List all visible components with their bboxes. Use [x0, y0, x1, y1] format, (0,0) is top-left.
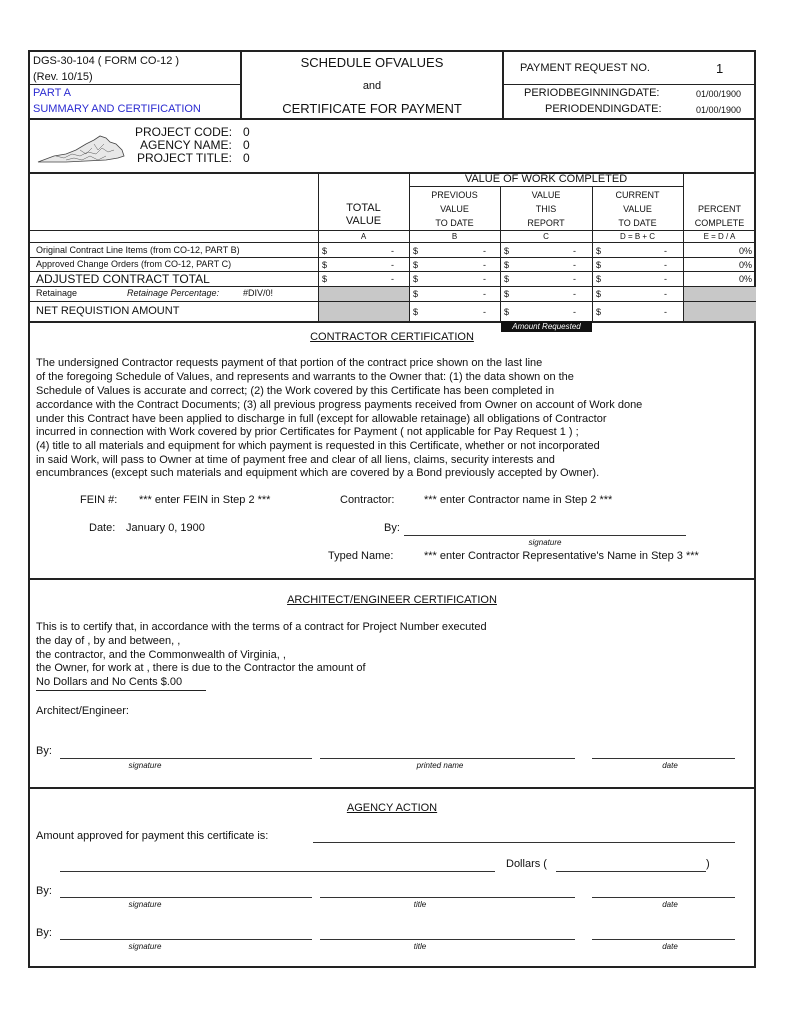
header-row-rule — [28, 230, 756, 231]
cell-value: - — [483, 260, 486, 270]
agency-signature-caption: signature — [128, 900, 162, 909]
cell-currency: $ — [413, 260, 419, 270]
form-number: DGS-30-104 ( FORM CO-12 ) — [33, 55, 180, 67]
agency-signature-line-2[interactable] — [60, 939, 312, 940]
cell-value: - — [573, 260, 576, 270]
retainage-percentage-label: Retainage Percentage: — [127, 288, 220, 298]
row-net-requisition-label: NET REQUISTION AMOUNT — [36, 305, 180, 317]
agency-signature-line-1[interactable] — [60, 897, 312, 898]
cell-currency: $ — [596, 246, 602, 256]
cell-currency: $ — [596, 289, 602, 299]
architect-signature-caption: signature — [128, 761, 162, 770]
current-header-1: CURRENT — [615, 190, 660, 200]
fein-value[interactable]: *** enter FEIN in Step 2 *** — [139, 494, 271, 506]
agency-title-caption: title — [413, 900, 427, 909]
this-header-2: THIS — [535, 204, 557, 214]
current-header-3: TO DATE — [618, 218, 657, 228]
agency-title-line-1[interactable] — [320, 897, 575, 898]
contractor-paragraph-line: in said Work, will pass to Owner at time of payment free and clear of all liens, claims, security interests and — [36, 454, 555, 466]
amount-due-underline — [36, 690, 206, 691]
part-label: PART A — [33, 87, 71, 99]
cell-currency: $ — [413, 274, 419, 284]
agency-by-label-2: By: — [36, 927, 52, 939]
code-row-rule — [28, 242, 756, 243]
net-pct-shade — [684, 302, 756, 321]
contractor-certification-heading: CONTRACTOR CERTIFICATION — [310, 331, 474, 343]
net-total-shade — [319, 302, 409, 321]
dollars-label: Dollars ( — [506, 858, 547, 870]
header-bottom-rule — [28, 118, 756, 120]
agency-title-caption: title — [413, 942, 427, 951]
cell-value: - — [483, 289, 486, 299]
project-title-value: 0 — [243, 151, 250, 165]
total-header-1: TOTAL — [346, 202, 381, 214]
prev-header-1: PREVIOUS — [431, 190, 478, 200]
cell-currency: $ — [413, 289, 419, 299]
cell-value: - — [391, 274, 394, 284]
cell-currency: $ — [504, 307, 510, 317]
cell-value: - — [483, 307, 486, 317]
cell-value: - — [483, 246, 486, 256]
cell-value: - — [573, 246, 576, 256]
cell-currency: $ — [596, 307, 602, 317]
group-header-rule — [409, 186, 683, 187]
architect-printed-name-line[interactable] — [320, 758, 575, 759]
cell-currency: $ — [322, 274, 328, 284]
cell-currency: $ — [322, 246, 328, 256]
code-c: C — [543, 232, 549, 241]
row-change-orders-label: Approved Change Orders (from CO-12, PART C) — [36, 259, 232, 269]
percent-header-2: COMPLETE — [694, 218, 745, 228]
architect-line: the Owner, for work at , there is due to the Contractor the amount of — [36, 662, 366, 674]
prev-header-2: VALUE — [440, 204, 469, 214]
part-title: SUMMARY AND CERTIFICATION — [33, 103, 201, 115]
cell-percent: 0% — [738, 260, 752, 270]
agency-date-caption: date — [662, 900, 678, 909]
agency-by-label-1: By: — [36, 885, 52, 897]
section-rule-agency — [28, 787, 756, 789]
row-original-contract-label: Original Contract Line Items (from CO-12, PART B) — [36, 245, 240, 255]
code-d: D = B + C — [619, 232, 656, 241]
section-rule-architect — [28, 578, 756, 580]
architect-by-label: By: — [36, 745, 52, 757]
contractor-name-value[interactable]: *** enter Contractor name in Step 2 *** — [424, 494, 613, 506]
agency-action-heading: AGENCY ACTION — [346, 802, 438, 814]
table-bottom-rule — [28, 321, 756, 323]
contractor-paragraph-line: The undersigned Contractor requests payment of that portion of the contract price shown on the last line — [36, 357, 543, 369]
amount-due: No Dollars and No Cents $.00 — [36, 676, 183, 688]
date-value[interactable]: January 0, 1900 — [126, 522, 205, 534]
project-title-label: PROJECT TITLE: — [137, 151, 232, 165]
architect-line: the day of , by and between, , — [36, 635, 181, 647]
amount-approved-label: Amount approved for payment this certificate is: — [36, 830, 269, 842]
agency-date-line-1[interactable] — [592, 897, 735, 898]
dollars-amount-line[interactable] — [556, 871, 706, 872]
current-header-2: VALUE — [623, 204, 652, 214]
period-begin-label: PERIODBEGINNINGDATE: — [524, 87, 660, 99]
typed-name-label: Typed Name: — [328, 550, 394, 562]
title-schedule: SCHEDULE OFVALUES — [300, 55, 444, 70]
title-certificate: CERTIFICATE FOR PAYMENT — [282, 101, 462, 116]
contractor-paragraph-line: incurred in connection with Work covered by prior Certificates for Payment ( not applicable for Pay Request 1 ) ; — [36, 426, 579, 438]
code-b: B — [451, 232, 458, 241]
header-right-divider — [502, 84, 756, 85]
revision: (Rev. 10/15) — [33, 71, 93, 83]
contractor-name-label: Contractor: — [340, 494, 395, 506]
contractor-paragraph-line: accordance with the Contract Documents; (3) all previous progress payments received from Owner on account of Work done — [36, 399, 643, 411]
this-header-1: VALUE — [531, 190, 561, 200]
amount-words-line[interactable] — [60, 871, 495, 872]
contractor-paragraph-line: encumbrances (except such materials and equipment which are covered by a Bond previously accepted by Owner). — [36, 467, 600, 479]
retainage-total-shade — [319, 287, 409, 301]
architect-line: the contractor, and the Commonwealth of Virginia, , — [36, 649, 286, 661]
payment-request-number: 1 — [716, 61, 724, 76]
retainage-percentage-value: #DIV/0! — [243, 288, 274, 298]
payment-request-label: PAYMENT REQUEST NO. — [520, 62, 650, 74]
cell-value: - — [483, 274, 486, 284]
cell-currency: $ — [413, 307, 419, 317]
period-begin-value: 01/00/1900 — [696, 89, 742, 99]
cell-currency: $ — [322, 260, 328, 270]
by-label: By: — [384, 522, 400, 534]
code-a: A — [360, 232, 367, 241]
fein-label: FEIN #: — [80, 494, 118, 506]
this-header-3: REPORT — [527, 218, 565, 228]
project-code-value: 0 — [243, 125, 250, 139]
period-end-label: PERIODENDINGDATE: — [545, 103, 662, 115]
cell-currency: $ — [596, 260, 602, 270]
agency-date-caption: date — [662, 942, 678, 951]
architect-signature-line[interactable] — [60, 758, 312, 759]
cell-percent: 0% — [738, 246, 752, 256]
cell-value: - — [664, 246, 667, 256]
contractor-paragraph-line: Schedule of Values is accurate and correct; (2) the Work covered by this Certificate has been completed in — [36, 385, 555, 397]
code-e: E = D / A — [703, 232, 736, 241]
architect-date-line[interactable] — [592, 758, 735, 759]
contractor-paragraph-line: (4) title to all materials and equipment for which payment is requested in this Certificate, whether or not incorporated — [36, 440, 600, 452]
cell-currency: $ — [504, 246, 510, 256]
dollars-close: ) — [706, 858, 710, 870]
agency-signature-caption: signature — [128, 942, 162, 951]
row1-rule — [28, 257, 756, 258]
cell-percent: 0% — [738, 274, 752, 284]
amount-requested-badge: Amount Requested — [501, 321, 592, 332]
contractor-paragraph-line: of the foregoing Schedule of Values, and represents and warrants to the Owner that: (1) the data shown on the — [36, 371, 574, 383]
prev-header-3: TO DATE — [435, 218, 474, 228]
architect-engineer-label: Architect/Engineer: — [36, 705, 129, 717]
architect-printed-name-caption: printed name — [416, 761, 464, 770]
header-left-divider — [28, 84, 240, 85]
contractor-signature-line[interactable] — [404, 535, 686, 536]
retainage-pct-shade — [684, 287, 756, 301]
row-adjusted-total-label: ADJUSTED CONTRACT TOTAL — [36, 272, 210, 286]
cell-value: - — [664, 307, 667, 317]
signature-caption: signature — [528, 538, 562, 547]
agency-date-line-2[interactable] — [592, 939, 735, 940]
architect-line: This is to certify that, in accordance with the terms of a contract for Project Number executed — [36, 621, 487, 633]
cell-currency: $ — [504, 274, 510, 284]
project-code-label: PROJECT CODE: — [135, 125, 233, 139]
total-header-2: VALUE — [345, 215, 382, 227]
row-retainage-label: Retainage — [36, 288, 78, 298]
period-end-value: 01/00/1900 — [696, 105, 742, 115]
agency-title-line-2[interactable] — [320, 939, 575, 940]
contractor-paragraph-line: under this Contract have been applied to discharge in full (except for allowable retainage) all obligations of Contractor — [36, 413, 607, 425]
cell-currency: $ — [504, 289, 510, 299]
cell-value: - — [391, 260, 394, 270]
date-label: Date: — [89, 522, 116, 534]
typed-name-value[interactable]: *** enter Contractor Representative's Name in Step 3 *** — [424, 550, 699, 562]
value-of-work-header: VALUE OF WORK COMPLETED — [464, 173, 628, 185]
cell-value: - — [664, 274, 667, 284]
title-and: and — [362, 80, 382, 92]
cell-currency: $ — [504, 260, 510, 270]
agency-name-value: 0 — [243, 138, 250, 152]
architect-certification-heading: ARCHITECT/ENGINEER CERTIFICATION — [287, 594, 497, 606]
cell-currency: $ — [596, 274, 602, 284]
architect-date-caption: date — [662, 761, 678, 770]
cell-value: - — [664, 289, 667, 299]
percent-header-1: PERCENT — [697, 204, 741, 214]
cell-value: - — [573, 307, 576, 317]
agency-name-label: AGENCY NAME: — [140, 138, 232, 152]
cell-value: - — [391, 246, 394, 256]
virginia-map-icon — [36, 134, 126, 164]
amount-approved-line[interactable] — [313, 842, 735, 843]
cell-value: - — [664, 260, 667, 270]
cell-value: - — [573, 289, 576, 299]
cell-value: - — [573, 274, 576, 284]
cell-currency: $ — [413, 246, 419, 256]
